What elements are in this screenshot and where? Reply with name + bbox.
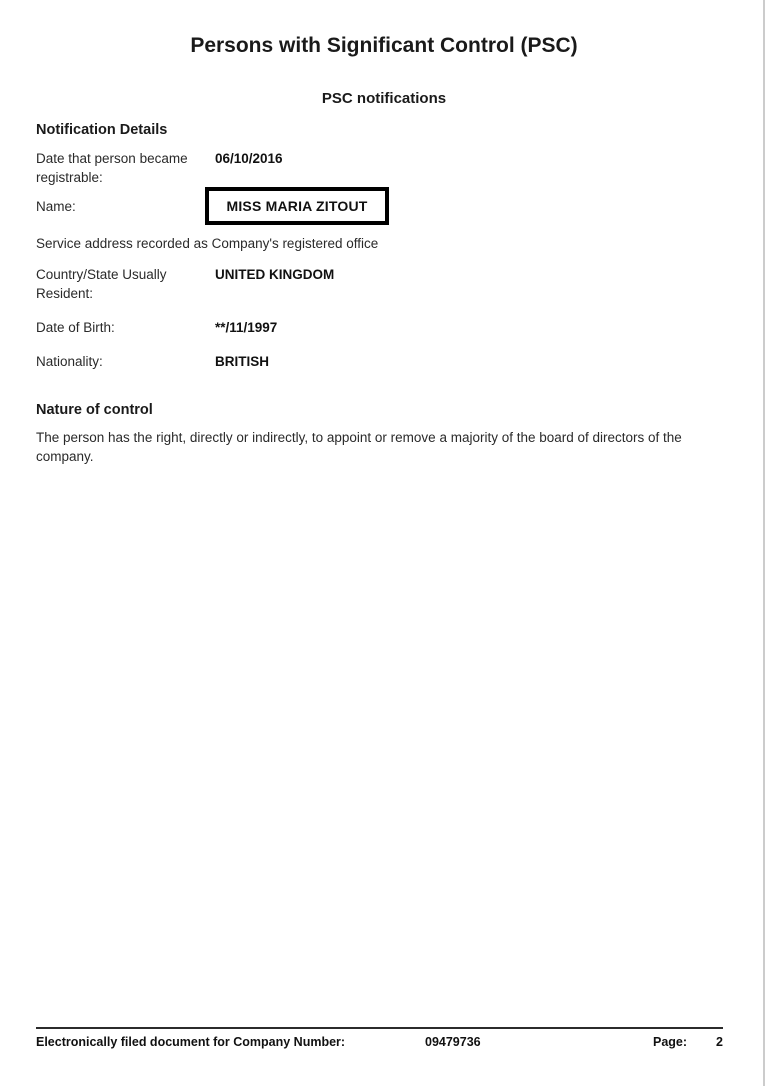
- nature-of-control-heading: Nature of control: [36, 402, 153, 418]
- notification-details-heading: Notification Details: [36, 122, 168, 138]
- date-registrable-value: 06/10/2016: [215, 151, 283, 166]
- service-address-note: Service address recorded as Company's registered office: [36, 236, 379, 251]
- footer: [36, 1035, 723, 1051]
- field-nationality: [36, 352, 732, 371]
- country-resident-label: Country/State Usually Resident:: [36, 267, 167, 301]
- date-of-birth-label: Date of Birth:: [36, 320, 115, 335]
- field-country-resident: [36, 265, 732, 303]
- document-content: [36, 122, 732, 466]
- document-title: Persons with Significant Control (PSC): [190, 34, 578, 57]
- footer-divider-line: [36, 1027, 723, 1029]
- footer-company-number-label: Electronically filed document for Company Number:: [36, 1035, 346, 1049]
- nationality-value: BRITISH: [215, 354, 269, 369]
- page-edge-line: [763, 0, 765, 1086]
- name-label: Name:: [36, 198, 76, 214]
- date-registrable-label: Date that person became registrable:: [36, 151, 188, 185]
- field-name: [36, 187, 732, 225]
- footer-page-number: 2: [716, 1035, 723, 1049]
- name-highlight-box: MISS MARIA ZITOUT: [205, 187, 389, 225]
- footer-page-label: Page:: [653, 1035, 688, 1049]
- date-of-birth-value: **/11/1997: [215, 320, 278, 335]
- nationality-label: Nationality:: [36, 354, 103, 369]
- footer-company-number-value: 09479736: [425, 1035, 481, 1049]
- nature-of-control-description: The person has the right, directly or indirectly, to appoint or remove a majority of the board of directors of the company.: [36, 430, 682, 464]
- country-resident-value: UNITED KINGDOM: [215, 267, 335, 282]
- document-subtitle: PSC notifications: [321, 90, 447, 107]
- field-date-registrable: [36, 149, 732, 187]
- field-date-of-birth: [36, 318, 732, 337]
